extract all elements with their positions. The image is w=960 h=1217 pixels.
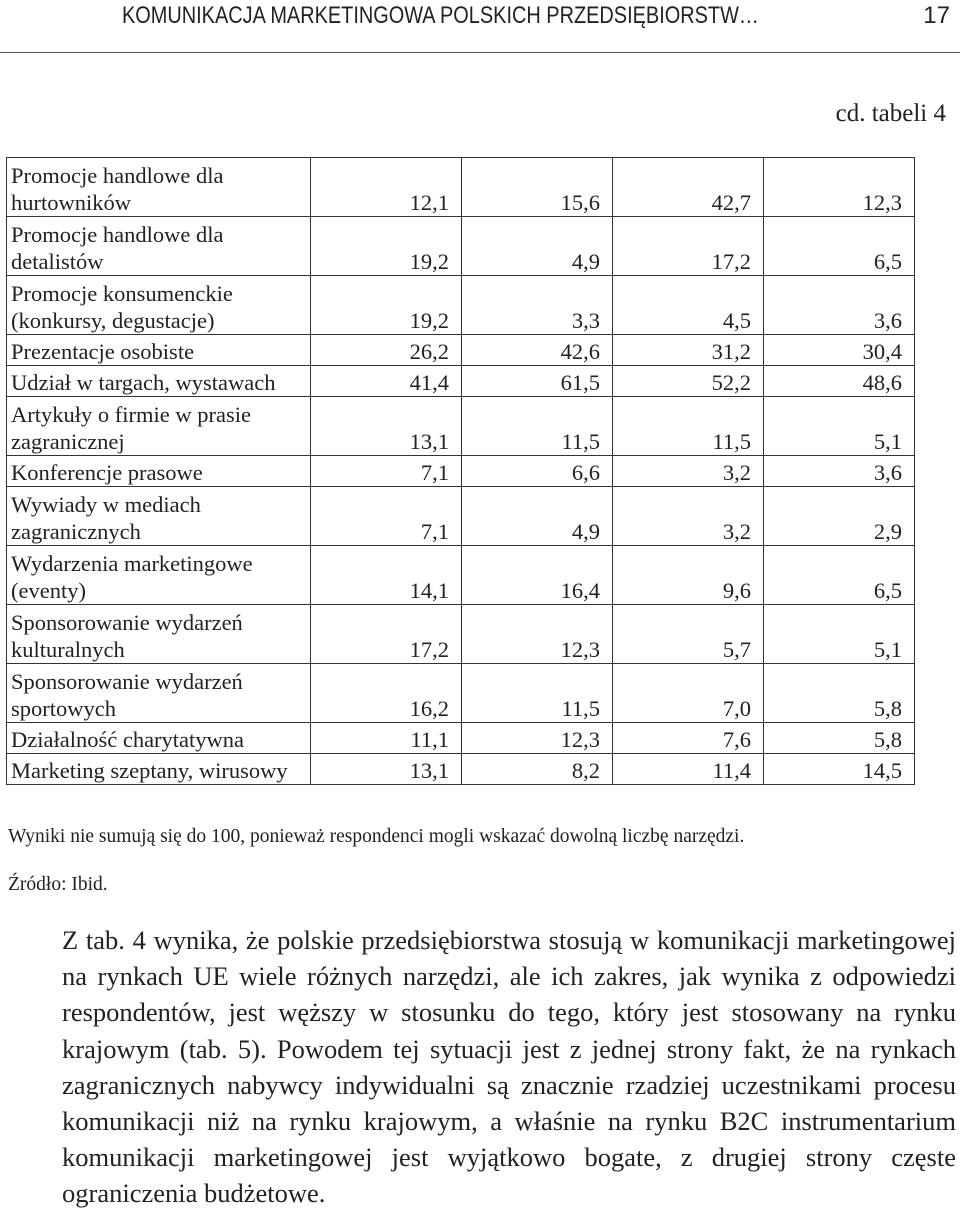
- value-cell: 6,5: [764, 217, 915, 276]
- value-cell: 6,5: [764, 546, 915, 605]
- row-label: Promocje handlowe dla hurtowników: [7, 158, 311, 217]
- value-cell: 4,5: [613, 276, 764, 335]
- body-paragraph: [6, 922, 956, 1212]
- value-cell: 5,7: [613, 605, 764, 664]
- value-cell: 12,3: [462, 605, 613, 664]
- table-row: [7, 664, 915, 723]
- table-row: [7, 605, 915, 664]
- value-cell: 4,9: [462, 217, 613, 276]
- value-cell: 3,3: [462, 276, 613, 335]
- page-number: 17: [923, 2, 950, 29]
- page-header: [0, 0, 960, 53]
- row-label: Promocje handlowe dla detalistów: [7, 217, 311, 276]
- value-cell: 3,2: [613, 456, 764, 487]
- value-cell: 11,1: [311, 723, 462, 754]
- table-row: [7, 217, 915, 276]
- value-cell: 19,2: [311, 217, 462, 276]
- value-cell: 7,1: [311, 456, 462, 487]
- table-row: [7, 276, 915, 335]
- row-label: Promocje konsumenckie (konkursy, degustacje): [7, 276, 311, 335]
- value-cell: 5,8: [764, 664, 915, 723]
- value-cell: 42,6: [462, 335, 613, 366]
- row-label: Artykuły o firmie w prasie zagranicznej: [7, 397, 311, 456]
- value-cell: 7,1: [311, 487, 462, 546]
- table-row: [7, 366, 915, 397]
- value-cell: 3,6: [764, 456, 915, 487]
- table-row: [7, 487, 915, 546]
- value-cell: 48,6: [764, 366, 915, 397]
- value-cell: 13,1: [311, 397, 462, 456]
- value-cell: 31,2: [613, 335, 764, 366]
- value-cell: 3,6: [764, 276, 915, 335]
- value-cell: 7,6: [613, 723, 764, 754]
- row-label: Działalność charytatywna: [7, 723, 311, 754]
- row-label: Wywiady w mediach zagranicznych: [7, 487, 311, 546]
- row-label: Wydarzenia marketingowe (eventy): [7, 546, 311, 605]
- table-row: [7, 397, 915, 456]
- value-cell: 5,8: [764, 723, 915, 754]
- value-cell: 61,5: [462, 366, 613, 397]
- value-cell: 13,1: [311, 754, 462, 785]
- value-cell: 14,5: [764, 754, 915, 785]
- value-cell: 30,4: [764, 335, 915, 366]
- row-label: Sponsorowanie wydarzeń sportowych: [7, 664, 311, 723]
- data-table: [6, 157, 915, 785]
- value-cell: 3,2: [613, 487, 764, 546]
- value-cell: 8,2: [462, 754, 613, 785]
- value-cell: 6,6: [462, 456, 613, 487]
- value-cell: 17,2: [311, 605, 462, 664]
- value-cell: 4,9: [462, 487, 613, 546]
- table-continuation-label: cd. tabeli 4: [835, 100, 946, 127]
- table-row: [7, 546, 915, 605]
- value-cell: 12,3: [462, 723, 613, 754]
- value-cell: 41,4: [311, 366, 462, 397]
- value-cell: 11,5: [462, 664, 613, 723]
- table-row: [7, 158, 915, 217]
- value-cell: 11,5: [613, 397, 764, 456]
- row-label: Konferencje prasowe: [7, 456, 311, 487]
- row-label: Prezentacje osobiste: [7, 335, 311, 366]
- value-cell: 2,9: [764, 487, 915, 546]
- table-source: Źródło: Ibid.: [8, 874, 108, 895]
- value-cell: 12,1: [311, 158, 462, 217]
- value-cell: 15,6: [462, 158, 613, 217]
- value-cell: 17,2: [613, 217, 764, 276]
- value-cell: 52,2: [613, 366, 764, 397]
- value-cell: 5,1: [764, 605, 915, 664]
- value-cell: 26,2: [311, 335, 462, 366]
- table-row: [7, 456, 915, 487]
- value-cell: 16,4: [462, 546, 613, 605]
- value-cell: 7,0: [613, 664, 764, 723]
- value-cell: 5,1: [764, 397, 915, 456]
- value-cell: 19,2: [311, 276, 462, 335]
- table-row: [7, 723, 915, 754]
- paragraph-text: Z tab. 4 wynika, że polskie przedsiębiorstwa stosują w komunikacji marketingowej na rynkach UE wiele różnych narzędzi, ale ich zakres, jak wynika z odpowiedzi respondentów, jest węższy w stosunku do tego, który jest stosowany na rynku krajowym (tab. 5). Powodem tej sytuacji jest z jednej strony fakt, że na rynkach zagranicznych nabywcy indywidualni są znacznie rzadziej uczestnikami procesu komunikacji niż na rynku krajowym, a właśnie na rynku B2C instrumentarium komunikacji marketingowej jest wyjątkowo bogate, z drugiej strony częste ograniczenia budżetowe.: [62, 925, 956, 1209]
- value-cell: 12,3: [764, 158, 915, 217]
- value-cell: 14,1: [311, 546, 462, 605]
- table-row: [7, 754, 915, 785]
- value-cell: 11,5: [462, 397, 613, 456]
- table-row: [7, 335, 915, 366]
- value-cell: 42,7: [613, 158, 764, 217]
- running-title: KOMUNIKACJA MARKETINGOWA POLSKICH PRZEDSIĘBIORSTW…: [122, 2, 759, 29]
- value-cell: 16,2: [311, 664, 462, 723]
- value-cell: 9,6: [613, 546, 764, 605]
- row-label: Marketing szeptany, wirusowy: [7, 754, 311, 785]
- row-label: Udział w targach, wystawach: [7, 366, 311, 397]
- row-label: Sponsorowanie wydarzeń kulturalnych: [7, 605, 311, 664]
- table-note: Wyniki nie sumują się do 100, ponieważ respondenci mogli wskazać dowolną liczbę narzędzi.: [8, 826, 745, 847]
- value-cell: 11,4: [613, 754, 764, 785]
